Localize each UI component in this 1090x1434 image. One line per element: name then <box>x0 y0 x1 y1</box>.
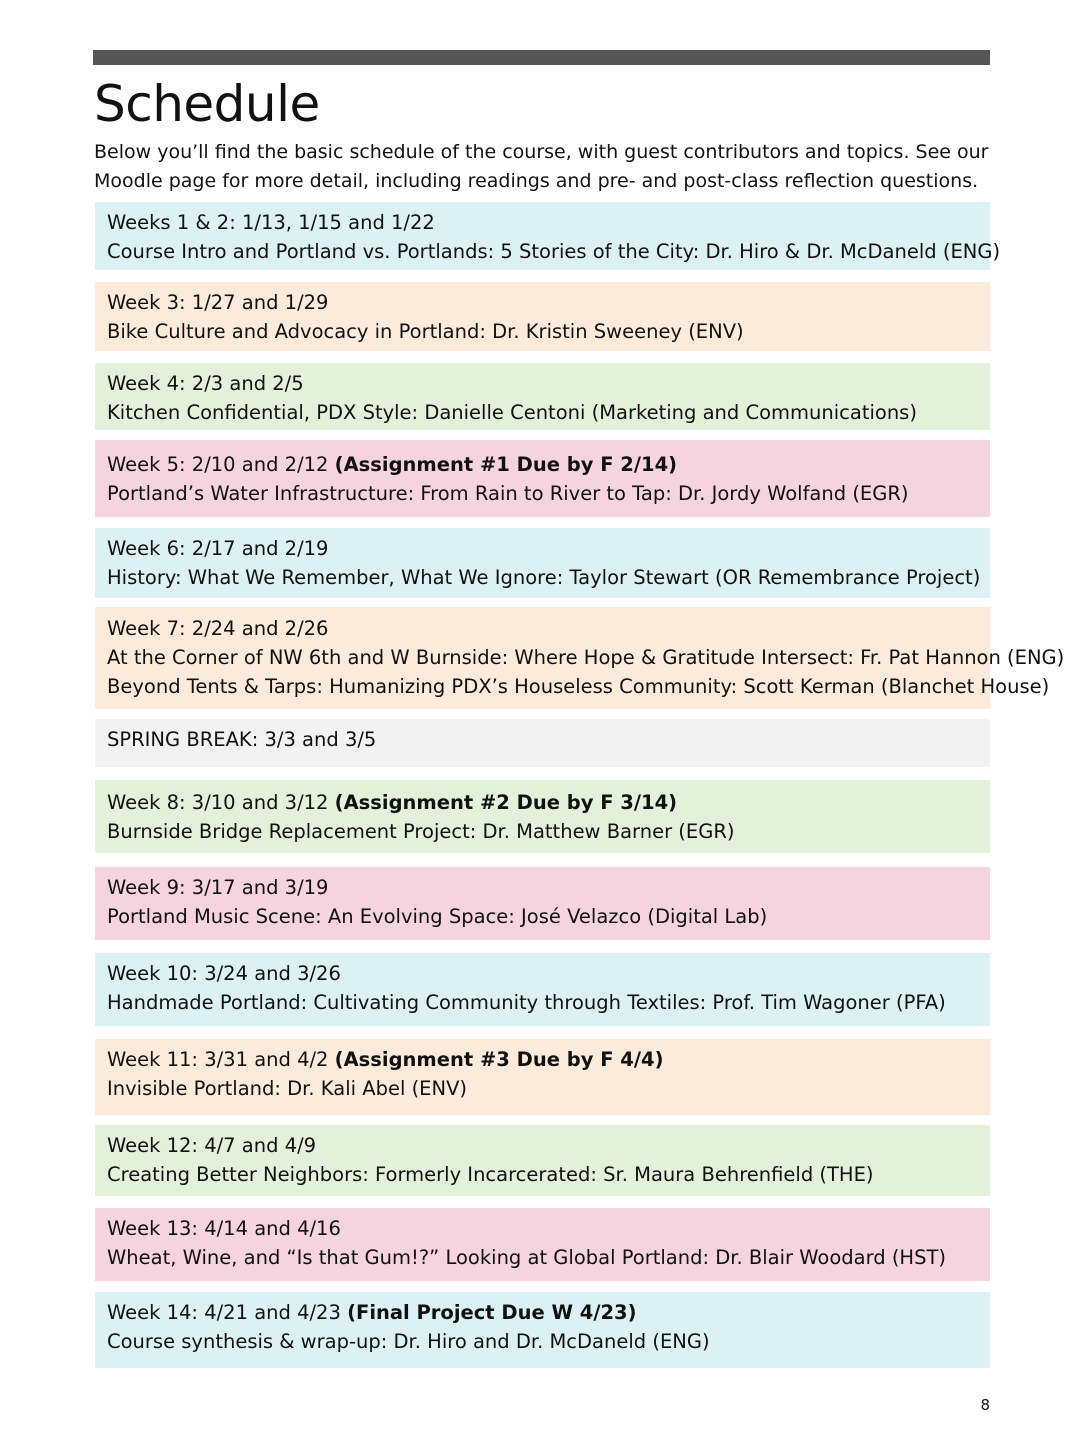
week-dates: Week 12: 4/7 and 4/9 <box>107 1134 317 1157</box>
week-topic: At the Corner of NW 6th and W Burnside: Where Hope & Gratitude Intersect: Fr. Pat Hannon (ENG) <box>107 646 1065 669</box>
spring-break-block <box>95 719 990 767</box>
week-topic: Bike Culture and Advocacy in Portland: Dr. Kristin Sweeney (ENV) <box>107 320 744 343</box>
week-10-block <box>95 953 990 1026</box>
week-8-block <box>95 780 990 853</box>
week-dates: Week 6: 2/17 and 2/19 <box>107 537 329 560</box>
assignment-due: Assignment #3 Due by F 4/4 <box>343 1048 655 1071</box>
intro-paragraph <box>94 138 994 196</box>
intro-line-1: Below you’ll find the basic schedule of the course, with guest contributors and topics. See our <box>94 141 989 163</box>
week-topic: Portland’s Water Infrastructure: From Rain to River to Tap: Dr. Jordy Wolfand (EGR) <box>107 482 909 505</box>
week-topic: Kitchen Confidential, PDX Style: Danielle Centoni (Marketing and Communications) <box>107 401 917 424</box>
week-6-block <box>95 528 990 598</box>
week-5-block <box>95 440 990 517</box>
week-topic: Invisible Portland: Dr. Kali Abel (ENV) <box>107 1077 468 1100</box>
week-topic: Portland Music Scene: An Evolving Space: José Velazco (Digital Lab) <box>107 905 768 928</box>
week-13-block <box>95 1208 990 1281</box>
week-7-block <box>95 607 1065 709</box>
week-dates: Week 5: 2/10 and 2/12 (Assignment #1 Due by F 2/14) <box>107 453 678 476</box>
assignment-due: Final Project Due W 4/23 <box>356 1301 628 1324</box>
week-14-block <box>95 1292 990 1368</box>
week-dates: Week 11: 3/31 and 4/2 (Assignment #3 Due by F 4/4) <box>107 1048 664 1071</box>
week-dates: Week 4: 2/3 and 2/5 <box>107 372 304 395</box>
week-topic: Wheat, Wine, and “Is that Gum!?” Looking at Global Portland: Dr. Blair Woodard (HST) <box>107 1246 946 1269</box>
week-12-block <box>95 1125 990 1196</box>
week-topic: Beyond Tents & Tarps: Humanizing PDX’s Houseless Community: Scott Kerman (Blanchet House) <box>107 675 1050 698</box>
week-11-block <box>95 1039 990 1115</box>
week-topic: Course synthesis & wrap-up: Dr. Hiro and Dr. McDaneld (ENG) <box>107 1330 710 1353</box>
week-topic: Handmade Portland: Cultivating Community through Textiles: Prof. Tim Wagoner (PFA) <box>107 991 946 1014</box>
header-rule <box>93 50 990 65</box>
week-dates: Weeks 1 & 2: 1/13, 1/15 and 1/22 <box>107 211 435 234</box>
week-dates: Week 10: 3/24 and 3/26 <box>107 962 341 985</box>
week-dates: Week 14: 4/21 and 4/23 (Final Project Due W 4/23) <box>107 1301 637 1324</box>
week-topic: Course Intro and Portland vs. Portlands: 5 Stories of the City: Dr. Hiro & Dr. McDaneld (ENG) <box>107 240 1001 263</box>
week-topic: Burnside Bridge Replacement Project: Dr. Matthew Barner (EGR) <box>107 820 735 843</box>
assignment-due: Assignment #1 Due by F 2/14 <box>343 453 669 476</box>
week-dates: Week 3: 1/27 and 1/29 <box>107 291 329 314</box>
intro-line-2: Moodle page for more detail, including readings and pre- and post-class reflection questions. <box>94 170 979 192</box>
page-title: Schedule <box>94 75 320 133</box>
week-4-block <box>95 363 990 430</box>
week-dates: Week 13: 4/14 and 4/16 <box>107 1217 341 1240</box>
week-dates: Week 8: 3/10 and 3/12 (Assignment #2 Due by F 3/14) <box>107 791 678 814</box>
week-topic: Creating Better Neighbors: Formerly Incarcerated: Sr. Maura Behrenfield (THE) <box>107 1163 874 1186</box>
week-dates: Week 9: 3/17 and 3/19 <box>107 876 329 899</box>
assignment-due: Assignment #2 Due by F 3/14 <box>343 791 669 814</box>
week-1-2-block <box>95 202 1001 270</box>
page-number: 8 <box>980 1396 990 1414</box>
week-9-block <box>95 867 990 940</box>
week-dates: SPRING BREAK: 3/3 and 3/5 <box>107 728 377 751</box>
week-3-block <box>95 282 990 351</box>
week-topic: History: What We Remember, What We Ignore: Taylor Stewart (OR Remembrance Project) <box>107 566 981 589</box>
week-dates: Week 7: 2/24 and 2/26 <box>107 617 329 640</box>
